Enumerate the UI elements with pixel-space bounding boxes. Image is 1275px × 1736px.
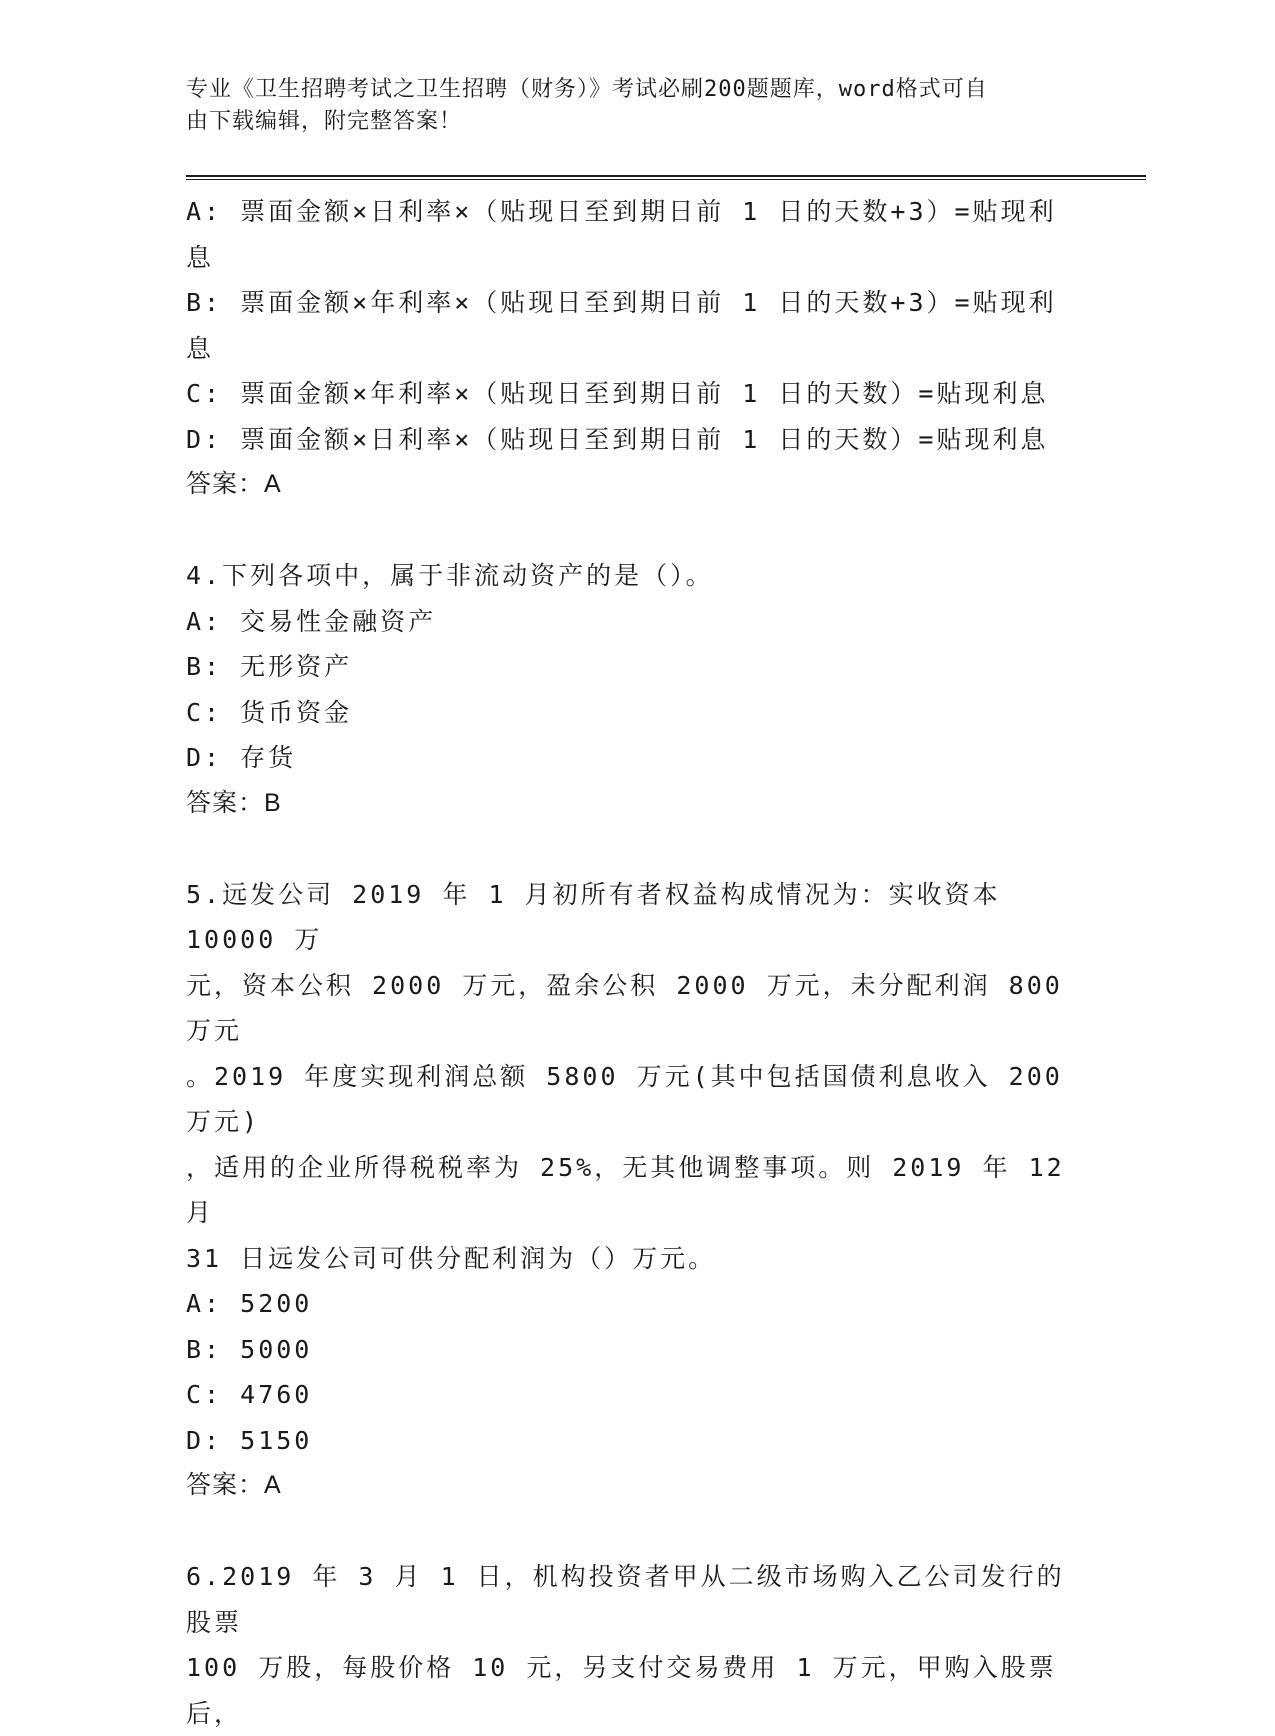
q5-option-d: D: 5150 (186, 1425, 313, 1455)
q6-stem-line-1: 6.2019 年 3 月 1 日，机构投资者甲从二级市场购入乙公司发行的股票 (186, 1562, 1065, 1637)
spacer (186, 826, 1066, 872)
document-header (186, 74, 1086, 138)
q5-option-c: C: 4760 (186, 1380, 313, 1409)
q3-answer: 答案：A (186, 470, 282, 498)
question-6 (186, 1554, 1066, 1736)
q5-answer: 答案：A (186, 1471, 282, 1499)
q5-stem-line-1: 5.远发公司 2019 年 1 月初所有者权益构成情况为：实收资本 10000 万 (186, 879, 1019, 954)
header-divider (186, 175, 1146, 180)
q4-stem: 4.下列各项中，属于非流动资产的是（）。 (186, 561, 714, 590)
question-5 (186, 872, 1083, 1509)
q5-option-b: B: 5000 (186, 1334, 313, 1364)
q5-stem-line-5: 31 日远发公司可供分配利润为（）万元。 (186, 1243, 717, 1273)
header-title-line-2: 由下载编辑，附完整答案！ (186, 109, 463, 134)
q4-option-a: A: 交易性金融资产 (186, 606, 437, 636)
question-3 (186, 189, 1066, 508)
q3-option-b-line-2: 息 (186, 333, 215, 363)
q6-stem-line-2: 100 万股，每股价格 10 元，另支付交易费用 1 万元，甲购入股票后， (186, 1653, 1057, 1728)
q3-option-a-line-2: 息 (186, 242, 215, 272)
q5-option-a: A: 5200 (186, 1289, 313, 1318)
question-list (186, 189, 1083, 1736)
q3-option-c: C: 票面金额×年利率×（贴现日至到期日前 1 日的天数）=贴现利息 (186, 379, 1049, 408)
q3-option-b-line-1: B: 票面金额×年利率×（贴现日至到期日前 1 日的天数+3）=贴现利 (186, 288, 1057, 317)
q4-answer: 答案：B (186, 788, 282, 817)
q5-stem-line-2: 元，资本公积 2000 万元，盈余公积 2000 万元，未分配利润 800 万元 (186, 970, 1081, 1045)
q4-option-c: C: 货币资金 (186, 697, 353, 727)
header-title-line-1: 专业《卫生招聘考试之卫生招聘（财务）》考试必刷200题题库，word格式可自 (186, 77, 988, 102)
spacer (186, 508, 1066, 554)
q4-option-d: D: 存货 (186, 743, 297, 772)
q5-stem-line-3: 。2019 年度实现利润总额 5800 万元(其中包括国债利息收入 200 万元) (186, 1061, 1081, 1136)
q4-option-b: B: 无形资产 (186, 652, 353, 681)
question-4 (186, 553, 1066, 826)
spacer (186, 1509, 1066, 1555)
q5-stem-line-4: ，适用的企业所得税税率为 25%，无其他调整事项。则 2019 年 12 月 (186, 1152, 1083, 1227)
q3-option-a-line-1: A: 票面金额×日利率×（贴现日至到期日前 1 日的天数+3）=贴现利 (186, 197, 1057, 226)
q3-option-d: D: 票面金额×日利率×（贴现日至到期日前 1 日的天数）=贴现利息 (186, 424, 1049, 454)
